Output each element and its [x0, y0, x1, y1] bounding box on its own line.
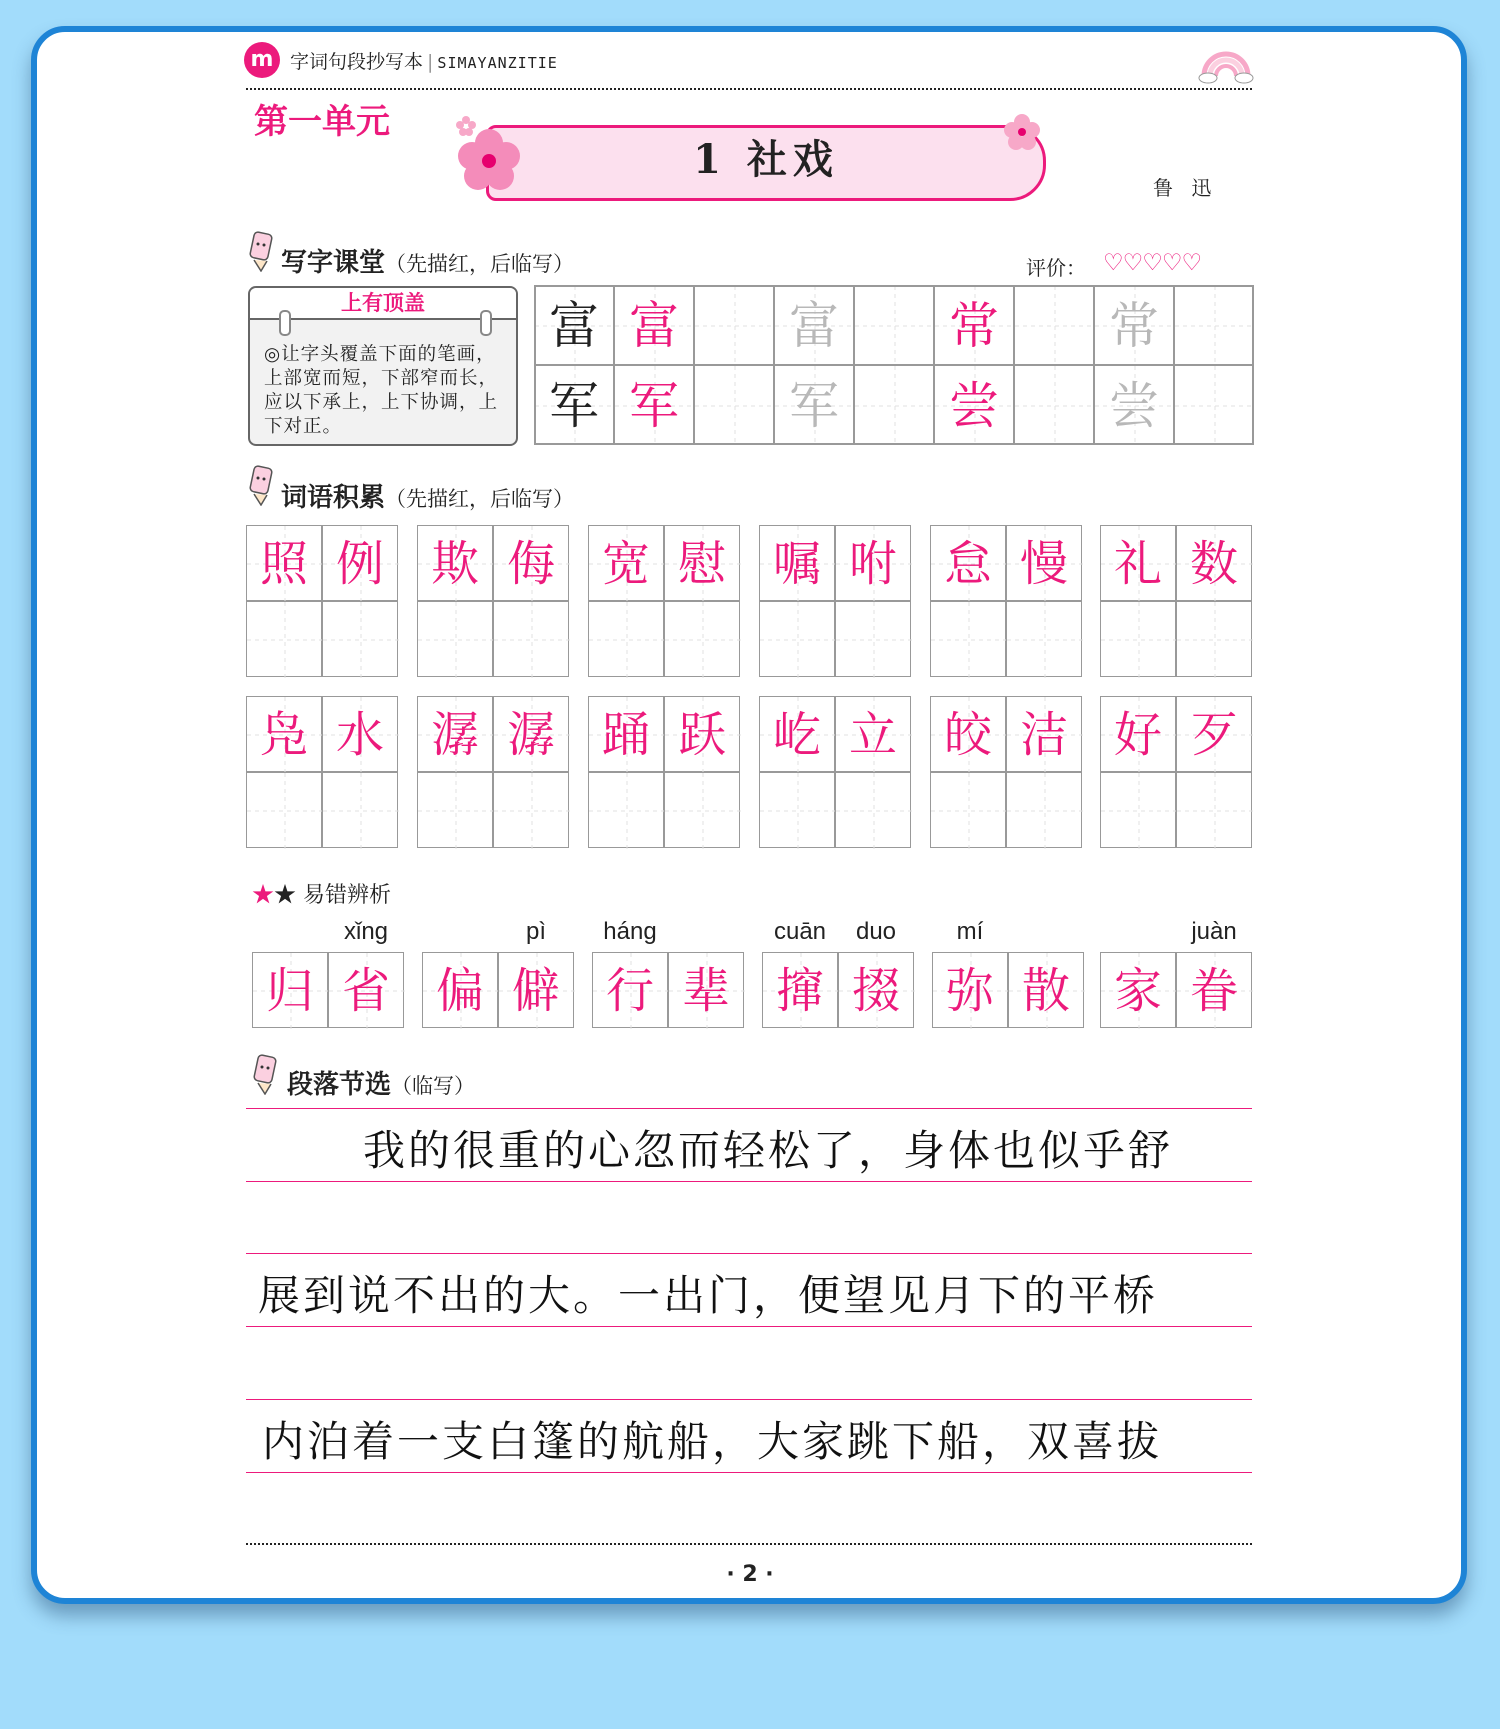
practice-cell-char: 富 — [629, 297, 679, 355]
practice-cell-char: 富 — [789, 297, 839, 355]
practice-cell[interactable] — [694, 285, 774, 365]
confusable-char-cell — [422, 952, 498, 1028]
confusable-char-cell-char: 偏 — [435, 963, 484, 1019]
practice-cell — [774, 365, 854, 445]
vocab-practice-cell[interactable] — [1100, 772, 1176, 848]
vocab-word-cell — [493, 696, 569, 772]
author: 鲁 迅 — [1153, 176, 1218, 200]
flower-icon — [456, 128, 522, 194]
practice-cell-char: 尝 — [949, 377, 999, 435]
vocab-practice-cell[interactable] — [1176, 601, 1252, 677]
confusable-char-cell-char: 家 — [1113, 963, 1162, 1019]
confusable-char-cell-char: 归 — [265, 963, 314, 1019]
tip-text: ◎让字头覆盖下面的笔画，上部宽而短，下部窄而长，应以下承上，上下协调，上下对正。 — [264, 344, 499, 437]
writing-class-heading — [281, 242, 574, 279]
vocab-word-cell-char: 例 — [335, 536, 384, 592]
vocab-word-cell — [1176, 696, 1252, 772]
vocab-practice-cell[interactable] — [1100, 601, 1176, 677]
vocab-practice-cell[interactable] — [246, 601, 322, 677]
unit-title: 第一单元 — [254, 102, 390, 142]
practice-cell — [534, 365, 614, 445]
confusable-char-cell — [1100, 952, 1176, 1028]
practice-cell[interactable] — [1174, 365, 1254, 445]
pinyin-label: pì — [525, 918, 546, 945]
paragraph-line: 展到说不出的大。一出门，便望见月下的平桥 — [258, 1271, 1159, 1320]
rating-label: 评价： — [1026, 256, 1086, 280]
pencil-icon — [252, 1053, 278, 1095]
brand-separator: | — [427, 51, 434, 73]
confusable-char-cell-char: 省 — [341, 963, 390, 1019]
vocab-word-cell-char: 立 — [848, 707, 897, 763]
ruled-line — [246, 1472, 1252, 1473]
vocab-practice-cell[interactable] — [930, 601, 1006, 677]
small-flower-icon — [1004, 114, 1040, 150]
practice-cell — [1094, 285, 1174, 365]
vocab-word-cell — [1006, 525, 1082, 601]
vocab-practice-cell[interactable] — [1176, 772, 1252, 848]
confusable-char-cell — [1176, 952, 1252, 1028]
vocab-word-cell — [759, 696, 835, 772]
confusable-char-cell — [328, 952, 404, 1028]
practice-cell — [534, 285, 614, 365]
vocab-practice-cell[interactable] — [759, 772, 835, 848]
vocab-practice-cell[interactable] — [1006, 772, 1082, 848]
vocab-word-cell-char: 踊 — [601, 707, 650, 763]
vocab-word-cell-char: 宽 — [601, 536, 650, 592]
vocab-word-cell — [588, 525, 664, 601]
vocab-practice-cell[interactable] — [930, 772, 1006, 848]
vocab-word-cell — [588, 696, 664, 772]
vocab-practice-cell[interactable] — [835, 601, 911, 677]
vocab-word-cell-char: 欺 — [430, 536, 479, 592]
vocab-word-cell — [664, 696, 740, 772]
practice-cell[interactable] — [1174, 285, 1254, 365]
vocab-heading — [281, 477, 574, 514]
paragraph-note: （临写） — [391, 1074, 476, 1098]
confusable-char-cell — [592, 952, 668, 1028]
vocab-word-cell — [930, 696, 1006, 772]
star-icon: ★ — [252, 883, 275, 908]
brand-cn: 字词句段抄写本 — [290, 51, 424, 73]
pencil-icon — [248, 230, 274, 272]
vocab-word-cell-char: 潺 — [430, 707, 479, 763]
vocab-practice-cell[interactable] — [417, 601, 493, 677]
page-number: · 2 · — [726, 1562, 774, 1587]
footer-divider — [246, 1543, 1252, 1545]
vocab-practice-cell[interactable] — [493, 772, 569, 848]
practice-cell — [774, 285, 854, 365]
confusable-char-cell-char: 行 — [605, 963, 654, 1019]
vocab-practice-cell[interactable] — [417, 772, 493, 848]
vocab-word-cell — [835, 525, 911, 601]
confusable-char-cell — [838, 952, 914, 1028]
vocab-word-cell — [417, 696, 493, 772]
vocab-word-cell-char: 怠 — [943, 536, 992, 592]
practice-cell[interactable] — [694, 365, 774, 445]
paragraph-heading — [287, 1064, 475, 1101]
confusable-char-cell-char: 掇 — [851, 963, 900, 1019]
vocab-word-cell-char: 洁 — [1019, 707, 1068, 763]
confusable-char-cell-char: 辈 — [681, 963, 730, 1019]
writing-class-title: 写字课堂 — [281, 248, 386, 278]
vocab-word-cell — [1100, 696, 1176, 772]
lesson-title: 1 社戏 — [486, 125, 1046, 201]
vocab-practice-cell[interactable] — [246, 772, 322, 848]
practice-cell — [614, 285, 694, 365]
brand-en: SIMAYANZITIE — [437, 54, 558, 72]
confusable-char-cell-char: 眷 — [1189, 963, 1238, 1019]
confusable-char-cell — [932, 952, 1008, 1028]
pinyin-label: duo — [855, 918, 897, 945]
practice-cell-char: 常 — [1109, 297, 1159, 355]
vocab-practice-cell[interactable] — [759, 601, 835, 677]
practice-cell[interactable] — [1014, 365, 1094, 445]
confusable-char-cell — [668, 952, 744, 1028]
vocab-word-cell — [493, 525, 569, 601]
ruled-line — [246, 1181, 1252, 1182]
confusable-char-cell-char: 僻 — [511, 963, 560, 1019]
binder-ring-icon — [480, 310, 492, 336]
paragraph-line: 我的很重的心忽而轻松了，身体也似乎舒 — [363, 1126, 1174, 1175]
vocab-word-cell-char: 好 — [1113, 707, 1162, 763]
pinyin-label: cuān — [773, 918, 827, 945]
confusable-char-cell — [1008, 952, 1084, 1028]
practice-cell[interactable] — [854, 365, 934, 445]
practice-cell-char: 常 — [949, 297, 999, 355]
pinyin-label: xǐng — [343, 918, 389, 945]
vocab-word-cell-char: 嘱 — [772, 536, 821, 592]
vocab-practice-cell[interactable] — [588, 772, 664, 848]
confusables-title — [252, 878, 391, 909]
vocab-word-cell-char: 咐 — [848, 536, 897, 592]
vocab-practice-cell[interactable] — [664, 772, 740, 848]
vocab-word-cell-char: 礼 — [1113, 536, 1162, 592]
vocab-word-cell — [246, 696, 322, 772]
vocab-word-cell — [1006, 696, 1082, 772]
vocab-word-cell — [417, 525, 493, 601]
vocab-practice-cell[interactable] — [493, 601, 569, 677]
vocab-word-cell — [322, 525, 398, 601]
vocab-word-cell — [1176, 525, 1252, 601]
vocab-word-cell-char: 凫 — [259, 707, 308, 763]
vocab-practice-cell[interactable] — [322, 772, 398, 848]
vocab-practice-cell[interactable] — [322, 601, 398, 677]
pinyin-label: juàn — [1191, 918, 1237, 945]
practice-cell — [934, 365, 1014, 445]
vocab-word-cell — [246, 525, 322, 601]
paragraph-line: 内泊着一支白篷的航船，大家跳下船，双喜拔 — [262, 1417, 1163, 1466]
confusables-title-text: ★ 易错辨析 — [274, 883, 392, 908]
tip-title: 上有顶盖 — [250, 288, 516, 320]
confusable-char-cell-char: 弥 — [945, 963, 994, 1019]
vocab-title: 词语积累 — [281, 483, 386, 513]
vocab-note: （先描红，后临写） — [385, 487, 575, 511]
practice-cell-char: 军 — [629, 377, 679, 435]
practice-cell[interactable] — [854, 285, 934, 365]
practice-cell-char: 军 — [549, 377, 599, 435]
vocab-practice-cell[interactable] — [835, 772, 911, 848]
vocab-word-cell-char: 慢 — [1019, 536, 1068, 592]
vocab-word-cell-char: 照 — [259, 536, 308, 592]
brand-logo: m — [244, 42, 280, 78]
header-divider — [246, 88, 1252, 90]
brand-title — [290, 47, 558, 74]
practice-cell — [1094, 365, 1174, 445]
practice-cell-char: 军 — [789, 377, 839, 435]
practice-cell — [614, 365, 694, 445]
vocab-word-cell-char: 屹 — [772, 707, 821, 763]
vocab-practice-cell[interactable] — [1006, 601, 1082, 677]
vocab-word-cell-char: 侮 — [506, 536, 555, 592]
vocab-word-cell-char: 歹 — [1189, 707, 1238, 763]
practice-cell-char: 富 — [549, 297, 599, 355]
writing-class-note: （先描红，后临写） — [385, 252, 575, 276]
vocab-word-cell — [759, 525, 835, 601]
confusable-char-cell-char: 撺 — [775, 963, 824, 1019]
vocab-word-cell — [664, 525, 740, 601]
ruled-line — [246, 1399, 1252, 1400]
rating-hearts[interactable]: ♡♡♡♡♡ — [1103, 250, 1202, 276]
vocab-word-cell — [835, 696, 911, 772]
pinyin-label: háng — [603, 918, 657, 945]
confusable-char-cell-char: 散 — [1021, 963, 1070, 1019]
pencil-icon — [248, 464, 274, 506]
confusable-char-cell — [498, 952, 574, 1028]
paragraph-title: 段落节选 — [287, 1070, 392, 1100]
vocab-word-cell — [1100, 525, 1176, 601]
ruled-line — [246, 1108, 1252, 1109]
practice-cell — [934, 285, 1014, 365]
vocab-practice-cell[interactable] — [588, 601, 664, 677]
practice-cell[interactable] — [1014, 285, 1094, 365]
vocab-word-cell — [930, 525, 1006, 601]
confusable-char-cell — [252, 952, 328, 1028]
vocab-word-cell — [322, 696, 398, 772]
vocab-word-cell-char: 皎 — [943, 707, 992, 763]
confusable-char-cell — [762, 952, 838, 1028]
pinyin-label: mí — [956, 918, 984, 945]
tiny-flower-icon — [456, 116, 476, 136]
vocab-word-cell-char: 潺 — [506, 707, 555, 763]
vocab-word-cell-char: 水 — [335, 707, 384, 763]
rainbow-icon — [1198, 42, 1254, 84]
vocab-practice-cell[interactable] — [664, 601, 740, 677]
vocab-word-cell-char: 数 — [1189, 536, 1238, 592]
binder-ring-icon — [279, 310, 291, 336]
vocab-word-cell-char: 跃 — [677, 707, 726, 763]
ruled-line — [246, 1253, 1252, 1254]
practice-cell-char: 尝 — [1109, 377, 1159, 435]
ruled-line — [246, 1326, 1252, 1327]
vocab-word-cell-char: 慰 — [677, 536, 726, 592]
